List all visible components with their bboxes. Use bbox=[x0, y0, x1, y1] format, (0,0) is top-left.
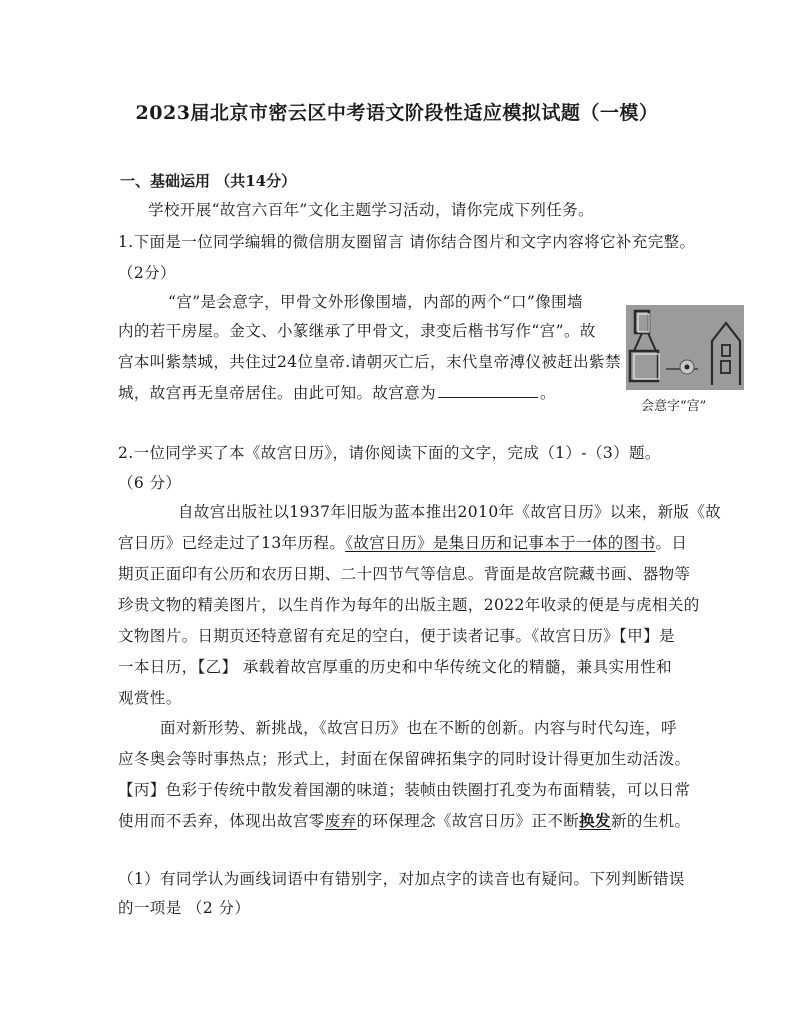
passage-line: 珍贵文物的精美图片，以生肖作为每年的出版主题，2022年收录的便是与虎相关的 bbox=[118, 596, 700, 614]
page-title: 2023届北京市密云区中考语文阶段性适应模拟试题（一模） bbox=[135, 102, 659, 124]
passage-line: 期页正面印有公历和农历日期、二十四节气等信息。背面是故宫院藏书画、器物等 bbox=[118, 565, 691, 583]
intro-text: 学校开展“故宫六百年”文化主题学习活动，请你完成下列任务。 bbox=[148, 201, 594, 219]
underlined-word: 废弃 bbox=[324, 812, 357, 830]
q1-text-line: 内的若干房屋。金文、小篆继承了甲骨文，隶变后楷书写作“宫”。故 bbox=[118, 322, 596, 340]
question-2: 2.一位同学买了本《故宫日历》，请你阅读下面的文字，完成（1）-（3）题。 bbox=[118, 444, 661, 462]
q1-text-line: 宫本叫紫禁城，共住过24位皇帝.请朝灭亡后，末代皇帝溥仪被赶出紫禁 bbox=[118, 353, 621, 371]
question-1: 1.下面是一位同学编辑的微信朋友圈留言 请你结合图片和文字内容将它补充完整。 bbox=[118, 233, 696, 251]
passage-line: 面对新形势、新挑战，《故宫日历》也在不断的创新。内容与时代勾连，呼 bbox=[160, 719, 677, 737]
section-heading: 一、基础运用 （共14分） bbox=[120, 172, 297, 190]
passage-line: 观赏性。 bbox=[118, 689, 182, 707]
underlined-phrase: 《故宫日历》是集日历和记事本于一体的图书 bbox=[345, 534, 656, 552]
image-caption: 会意字“宫” bbox=[641, 399, 707, 414]
passage-line: 【丙】色彩于传统中散发着国潮的味道；装帧由铁圈打孔变为布面精装，可以日常 bbox=[118, 781, 691, 799]
q1-text-line: “宫”是会意字，甲骨文外形像围墙，内部的两个“口”像围墙 bbox=[168, 293, 583, 311]
passage-line: 使用而不丢弃，体现出故宫零废弃的环保理念《故宫日历》正不断换发新的生机。 bbox=[118, 811, 691, 830]
q1-text-line: 城，故宫再无皇帝居住。由此可知。故宫意为 。 bbox=[118, 384, 556, 402]
question-2-score: （6 分） bbox=[118, 474, 182, 492]
passage-line: 自故宫出版社以1937年旧版为蓝本推出2010年《故宫日历》以来，新版《故 bbox=[178, 503, 722, 521]
passage-line: 宫日历》已经走过了13年历程。《故宫日历》是集日历和记事本于一体的图书。日 bbox=[118, 534, 688, 552]
underlined-word: 换发 bbox=[579, 811, 611, 830]
answer-blank[interactable] bbox=[438, 383, 538, 398]
gong-character-image bbox=[626, 305, 744, 390]
subquestion-1-score: 的一项是 （2 分） bbox=[118, 899, 251, 917]
question-1-score: （2分） bbox=[118, 264, 176, 282]
passage-line: 一本日历，【乙】 承载着故宫厚重的历史和中华传统文化的精髓，兼具实用性和 bbox=[118, 658, 673, 676]
passage-line: 文物图片。日期页还特意留有充足的空白，便于读者记事。《故宫日历》【甲】是 bbox=[118, 627, 675, 645]
subquestion-1: （1）有同学认为画线词语中有错别字，对加点字的读音也有疑问。下列判断错误 bbox=[118, 870, 685, 888]
passage-line: 应冬奥会等时事热点；形式上，封面在保留碑拓集字的同时设计得更加生动活泼。 bbox=[118, 750, 691, 768]
